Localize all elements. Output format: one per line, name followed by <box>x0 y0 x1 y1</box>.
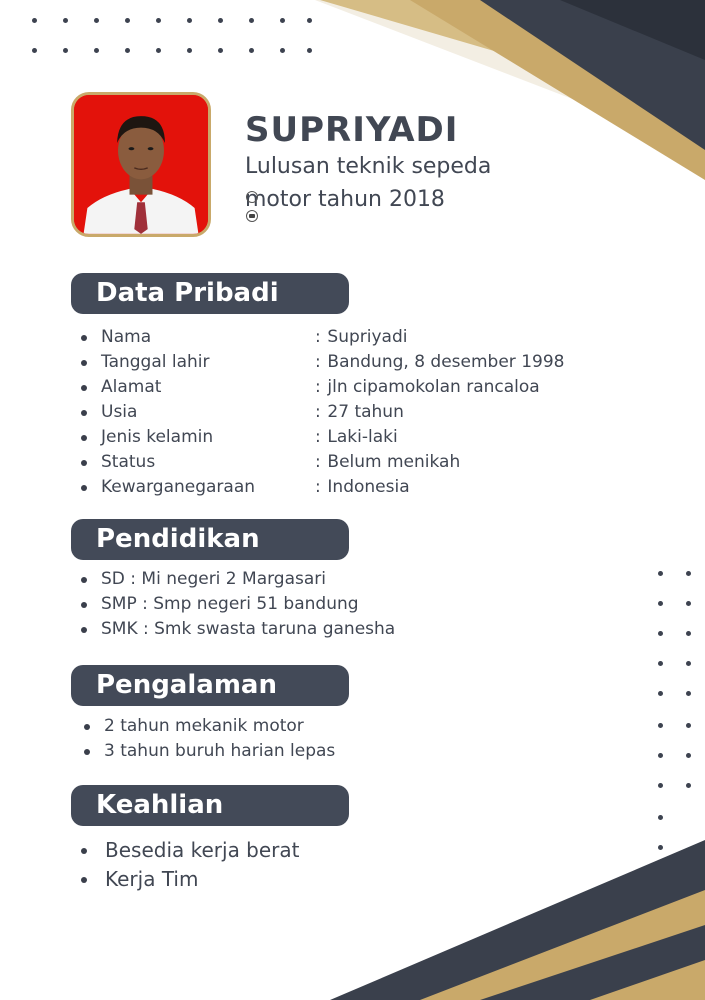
section-heading-education: Pendidikan <box>71 519 349 560</box>
list-item: SMK : Smk swasta taruna ganesha <box>79 617 479 642</box>
candidate-name: SUPRIYADI <box>245 110 459 150</box>
list-item: 2 tahun mekanik motor <box>82 714 482 739</box>
list-item: Tanggal lahir : Bandung, 8 desember 1998 <box>79 350 599 375</box>
dot-grid-top <box>24 10 324 60</box>
dot-grid-right <box>650 565 700 855</box>
skills-list <box>79 836 479 894</box>
candidate-subtitle: Lulusan teknik sepeda motor tahun 2018 <box>245 154 492 212</box>
list-item: Status : Belum menikah <box>79 450 599 475</box>
camera-icon <box>246 191 258 203</box>
list-item: 3 tahun buruh harian lepas <box>82 739 482 764</box>
list-item: Kewarganegaraan : Indonesia <box>79 475 599 500</box>
list-item: Nama : Supriyadi <box>79 325 599 350</box>
profile-photo <box>71 92 211 237</box>
section-heading-experience: Pengalaman <box>71 665 349 706</box>
list-item: Kerja Tim <box>79 865 479 894</box>
list-item: Usia : 27 tahun <box>79 400 599 425</box>
list-item: Jenis kelamin : Laki-laki <box>79 425 599 450</box>
education-list <box>79 567 479 642</box>
list-item: SMP : Smp negeri 51 bandung <box>79 592 479 617</box>
list-item: Besedia kerja berat <box>79 836 479 865</box>
list-item: Alamat : jln cipamokolan rancaloa <box>79 375 599 400</box>
section-heading-skills: Keahlian <box>71 785 349 826</box>
section-heading-personal: Data Pribadi <box>71 273 349 314</box>
experience-list <box>82 714 482 764</box>
list-item: SD : Mi negeri 2 Margasari <box>79 567 479 592</box>
personal-data-list <box>79 325 599 500</box>
person-portrait-icon <box>74 95 208 234</box>
message-icon <box>246 210 258 222</box>
